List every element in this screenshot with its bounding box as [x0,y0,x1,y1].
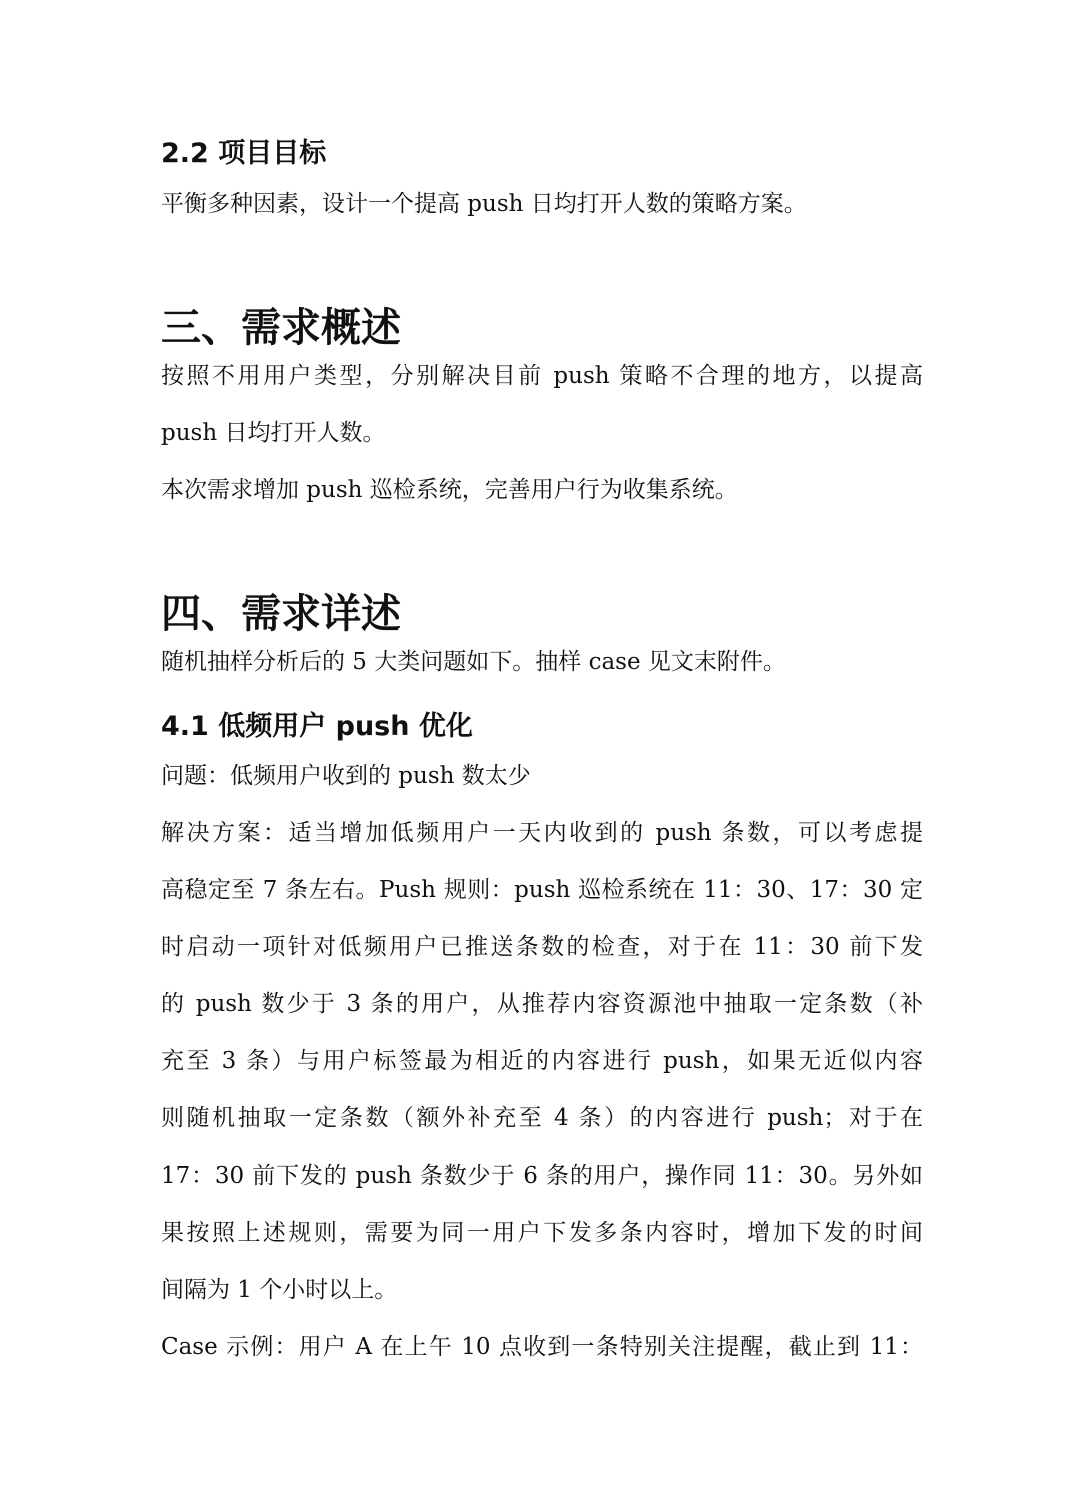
section-4-1-problem: 问题：低频用户收到的 push 数太少 [161,763,531,789]
solution-line: 果按照上述规则，需要为同一用户下发多条内容时，增加下发的时间 [161,1220,923,1246]
case-example-line: Case 示例：用户 A 在上午 10 点收到一条特别关注提醒，截止到 11： [161,1334,923,1360]
section-4-intro: 随机抽样分析后的 5 大类问题如下。抽样 case 见文末附件。 [161,649,786,675]
solution-line: 充至 3 条）与用户标签最为相近的内容进行 push，如果无近似内容 [161,1048,923,1074]
solution-line: 间隔为 1 个小时以上。 [161,1277,398,1303]
solution-line: 时启动一项针对低频用户已推送条数的检查，对于在 11：30 前下发 [161,934,923,960]
section-2-2-heading: 2.2 项目目标 [161,138,327,169]
section-4-heading: 四、需求详述 [161,591,401,637]
solution-line: 的 push 数少于 3 条的用户，从推荐内容资源池中抽取一定条数（补 [161,991,923,1017]
solution-line: 高稳定至 7 条左右。Push 规则：push 巡检系统在 11：30、17：30 定 [161,877,923,903]
section-3-line: 按照不用用户类型，分别解决目前 push 策略不合理的地方，以提高 [161,363,923,389]
section-3-line: push 日均打开人数。 [161,420,386,446]
section-4-1-heading: 4.1 低频用户 push 优化 [161,711,473,742]
solution-line: 17：30 前下发的 push 条数少于 6 条的用户，操作同 11：30。另外如 [161,1163,923,1189]
section-2-2-body: 平衡多种因素，设计一个提高 push 日均打开人数的策略方案。 [161,191,807,217]
section-3-line: 本次需求增加 push 巡检系统，完善用户行为收集系统。 [161,477,738,503]
section-3-heading: 三、需求概述 [161,305,401,351]
solution-line: 解决方案：适当增加低频用户一天内收到的 push 条数，可以考虑提 [161,820,923,846]
solution-line: 则随机抽取一定条数（额外补充至 4 条）的内容进行 push；对于在 [161,1105,923,1131]
